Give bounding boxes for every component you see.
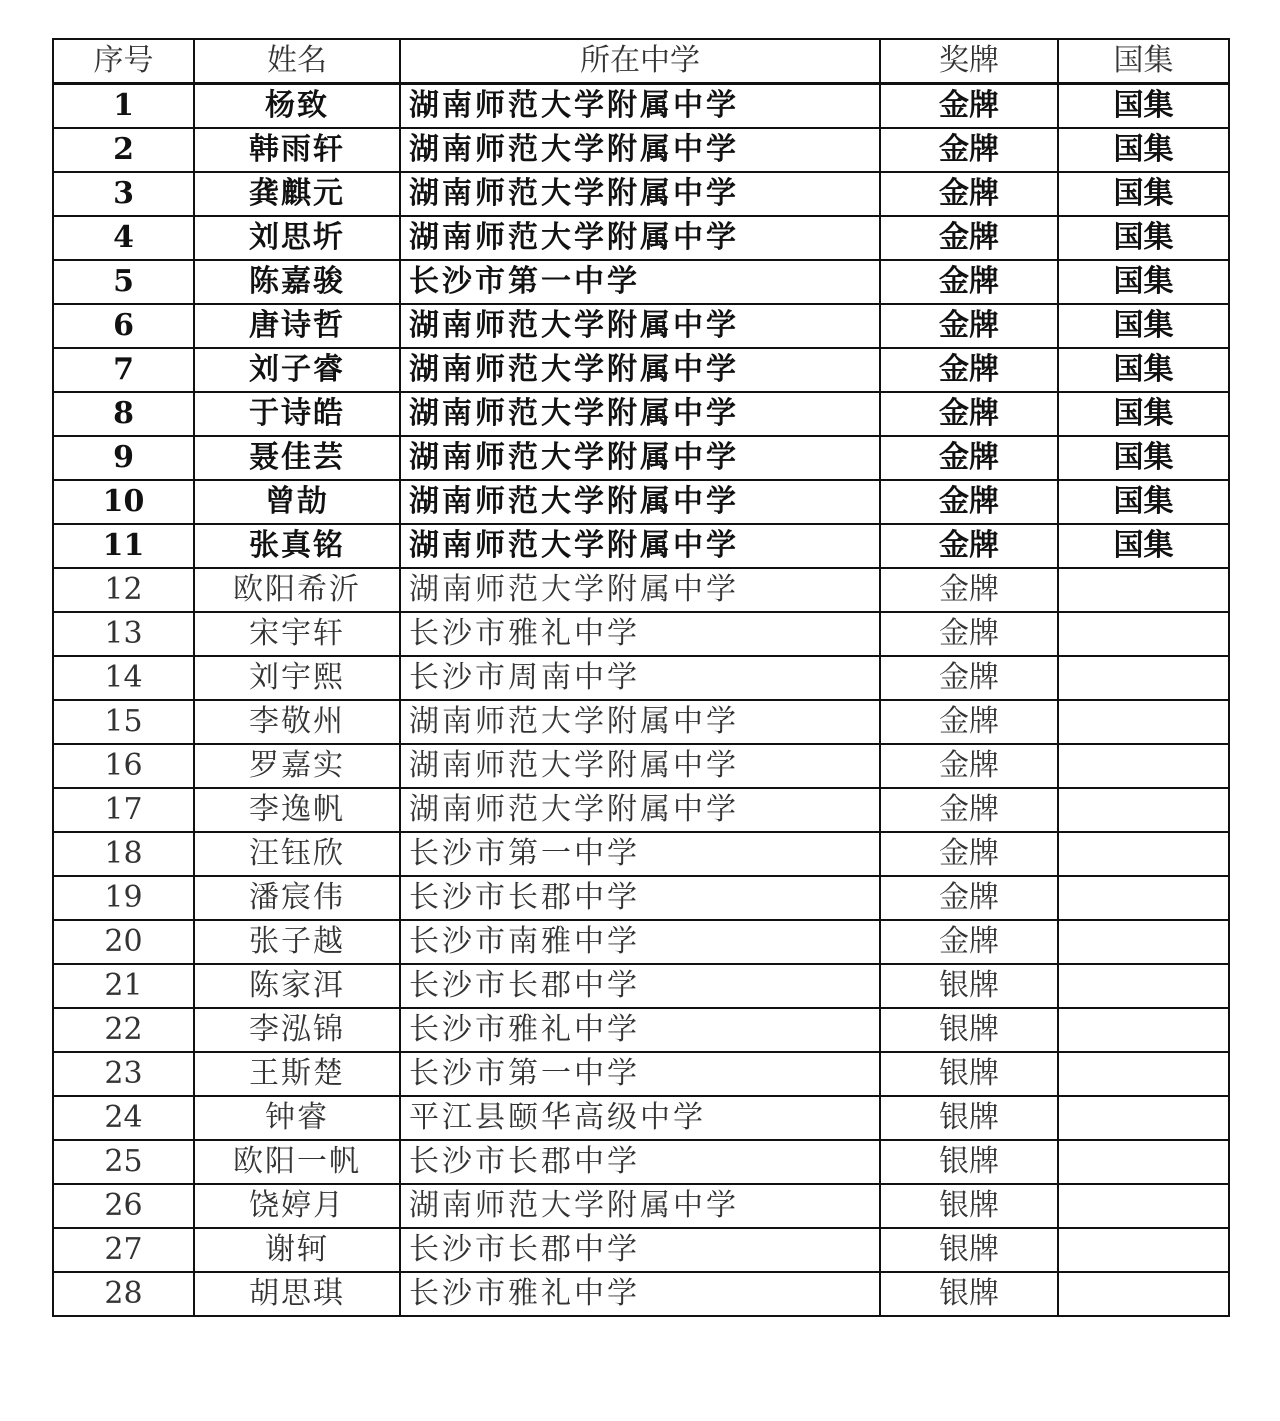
cell-medal: 金牌	[880, 172, 1058, 216]
cell-school: 湖南师范大学附属中学	[400, 744, 880, 788]
results-sheet	[52, 38, 1228, 1317]
cell-no: 9	[53, 436, 194, 480]
cell-name: 韩雨轩	[194, 128, 400, 172]
header-team: 国集	[1058, 39, 1229, 84]
table-row	[53, 744, 1229, 788]
cell-school: 长沙市周南中学	[400, 656, 880, 700]
cell-no: 24	[53, 1096, 194, 1140]
cell-no: 1	[53, 84, 194, 129]
table-row	[53, 128, 1229, 172]
cell-team: 国集	[1058, 436, 1229, 480]
cell-school: 长沙市第一中学	[400, 832, 880, 876]
cell-no: 22	[53, 1008, 194, 1052]
cell-name: 饶婷月	[194, 1184, 400, 1228]
cell-name: 于诗皓	[194, 392, 400, 436]
cell-name: 谢轲	[194, 1228, 400, 1272]
cell-name: 杨致	[194, 84, 400, 129]
cell-school: 湖南师范大学附属中学	[400, 304, 880, 348]
cell-name: 张子越	[194, 920, 400, 964]
cell-no: 28	[53, 1272, 194, 1316]
cell-no: 25	[53, 1140, 194, 1184]
cell-no: 20	[53, 920, 194, 964]
cell-school: 湖南师范大学附属中学	[400, 788, 880, 832]
header-medal: 奖牌	[880, 39, 1058, 84]
cell-team	[1058, 832, 1229, 876]
header-school: 所在中学	[400, 39, 880, 84]
cell-medal: 银牌	[880, 1228, 1058, 1272]
cell-school: 长沙市雅礼中学	[400, 1008, 880, 1052]
table-row	[53, 1272, 1229, 1316]
cell-medal: 银牌	[880, 1140, 1058, 1184]
cell-name: 钟睿	[194, 1096, 400, 1140]
table-row	[53, 392, 1229, 436]
header-no: 序号	[53, 39, 194, 84]
cell-team	[1058, 788, 1229, 832]
cell-medal: 银牌	[880, 1096, 1058, 1140]
cell-medal: 金牌	[880, 480, 1058, 524]
cell-medal: 金牌	[880, 392, 1058, 436]
cell-school: 长沙市南雅中学	[400, 920, 880, 964]
cell-no: 16	[53, 744, 194, 788]
table-row	[53, 260, 1229, 304]
table-row	[53, 832, 1229, 876]
cell-name: 聂佳芸	[194, 436, 400, 480]
cell-name: 汪钰欣	[194, 832, 400, 876]
cell-medal: 金牌	[880, 700, 1058, 744]
cell-medal: 金牌	[880, 436, 1058, 480]
cell-no: 3	[53, 172, 194, 216]
cell-school: 长沙市长郡中学	[400, 964, 880, 1008]
cell-team: 国集	[1058, 524, 1229, 568]
cell-school: 平江县颐华高级中学	[400, 1096, 880, 1140]
table-row	[53, 1140, 1229, 1184]
cell-team: 国集	[1058, 304, 1229, 348]
cell-school: 湖南师范大学附属中学	[400, 1184, 880, 1228]
cell-name: 刘宇熙	[194, 656, 400, 700]
cell-name: 刘子睿	[194, 348, 400, 392]
cell-team	[1058, 1140, 1229, 1184]
cell-school: 湖南师范大学附属中学	[400, 524, 880, 568]
cell-team	[1058, 1096, 1229, 1140]
cell-no: 26	[53, 1184, 194, 1228]
cell-name: 陈嘉骏	[194, 260, 400, 304]
cell-medal: 金牌	[880, 920, 1058, 964]
cell-medal: 金牌	[880, 524, 1058, 568]
results-table	[52, 38, 1230, 1317]
cell-no: 15	[53, 700, 194, 744]
cell-medal: 银牌	[880, 1272, 1058, 1316]
cell-medal: 银牌	[880, 1008, 1058, 1052]
cell-school: 湖南师范大学附属中学	[400, 700, 880, 744]
cell-team	[1058, 920, 1229, 964]
cell-school: 长沙市长郡中学	[400, 876, 880, 920]
cell-team	[1058, 964, 1229, 1008]
cell-no: 10	[53, 480, 194, 524]
cell-no: 11	[53, 524, 194, 568]
cell-team: 国集	[1058, 172, 1229, 216]
cell-no: 13	[53, 612, 194, 656]
cell-school: 湖南师范大学附属中学	[400, 348, 880, 392]
cell-school: 长沙市第一中学	[400, 1052, 880, 1096]
cell-school: 湖南师范大学附属中学	[400, 392, 880, 436]
cell-team	[1058, 1228, 1229, 1272]
cell-name: 李敬州	[194, 700, 400, 744]
cell-no: 2	[53, 128, 194, 172]
cell-name: 王斯楚	[194, 1052, 400, 1096]
cell-medal: 银牌	[880, 1184, 1058, 1228]
table-row	[53, 1008, 1229, 1052]
cell-no: 23	[53, 1052, 194, 1096]
cell-no: 5	[53, 260, 194, 304]
cell-school: 湖南师范大学附属中学	[400, 480, 880, 524]
table-row	[53, 1228, 1229, 1272]
cell-medal: 银牌	[880, 964, 1058, 1008]
table-row	[53, 216, 1229, 260]
cell-no: 8	[53, 392, 194, 436]
cell-name: 潘宸伟	[194, 876, 400, 920]
table-row	[53, 700, 1229, 744]
cell-name: 唐诗哲	[194, 304, 400, 348]
cell-school: 湖南师范大学附属中学	[400, 128, 880, 172]
cell-team: 国集	[1058, 260, 1229, 304]
cell-team: 国集	[1058, 348, 1229, 392]
cell-no: 14	[53, 656, 194, 700]
cell-name: 欧阳一帆	[194, 1140, 400, 1184]
cell-medal: 金牌	[880, 304, 1058, 348]
cell-medal: 金牌	[880, 744, 1058, 788]
table-row	[53, 84, 1229, 129]
cell-name: 李逸帆	[194, 788, 400, 832]
cell-medal: 金牌	[880, 656, 1058, 700]
cell-team	[1058, 1272, 1229, 1316]
cell-no: 18	[53, 832, 194, 876]
table-row	[53, 1052, 1229, 1096]
cell-medal: 金牌	[880, 348, 1058, 392]
cell-medal: 金牌	[880, 260, 1058, 304]
cell-name: 刘思圻	[194, 216, 400, 260]
cell-no: 7	[53, 348, 194, 392]
table-row	[53, 1096, 1229, 1140]
table-row	[53, 568, 1229, 612]
cell-team: 国集	[1058, 128, 1229, 172]
cell-team: 国集	[1058, 216, 1229, 260]
table-row	[53, 612, 1229, 656]
cell-medal: 金牌	[880, 84, 1058, 129]
cell-medal: 金牌	[880, 612, 1058, 656]
cell-team	[1058, 876, 1229, 920]
cell-no: 6	[53, 304, 194, 348]
cell-name: 张真铭	[194, 524, 400, 568]
cell-no: 12	[53, 568, 194, 612]
cell-team	[1058, 700, 1229, 744]
cell-medal: 银牌	[880, 1052, 1058, 1096]
cell-no: 27	[53, 1228, 194, 1272]
cell-team	[1058, 568, 1229, 612]
table-row	[53, 348, 1229, 392]
cell-school: 长沙市长郡中学	[400, 1228, 880, 1272]
cell-name: 欧阳希沂	[194, 568, 400, 612]
cell-team	[1058, 1052, 1229, 1096]
table-row	[53, 480, 1229, 524]
cell-medal: 金牌	[880, 568, 1058, 612]
cell-team: 国集	[1058, 392, 1229, 436]
cell-name: 宋宇轩	[194, 612, 400, 656]
cell-school: 湖南师范大学附属中学	[400, 568, 880, 612]
cell-medal: 金牌	[880, 876, 1058, 920]
cell-team	[1058, 744, 1229, 788]
cell-school: 湖南师范大学附属中学	[400, 216, 880, 260]
cell-medal: 金牌	[880, 788, 1058, 832]
cell-team	[1058, 656, 1229, 700]
table-row	[53, 788, 1229, 832]
cell-no: 21	[53, 964, 194, 1008]
cell-name: 罗嘉实	[194, 744, 400, 788]
cell-school: 长沙市雅礼中学	[400, 612, 880, 656]
cell-school: 湖南师范大学附属中学	[400, 172, 880, 216]
table-row	[53, 1184, 1229, 1228]
table-row	[53, 876, 1229, 920]
table-row	[53, 524, 1229, 568]
cell-medal: 金牌	[880, 216, 1058, 260]
cell-team: 国集	[1058, 480, 1229, 524]
cell-medal: 金牌	[880, 832, 1058, 876]
cell-school: 长沙市长郡中学	[400, 1140, 880, 1184]
table-row	[53, 964, 1229, 1008]
table-row	[53, 920, 1229, 964]
cell-no: 4	[53, 216, 194, 260]
cell-no: 19	[53, 876, 194, 920]
header-row	[53, 39, 1229, 84]
cell-name: 龚麒元	[194, 172, 400, 216]
cell-name: 曾劼	[194, 480, 400, 524]
cell-medal: 金牌	[880, 128, 1058, 172]
cell-team	[1058, 1008, 1229, 1052]
table-row	[53, 172, 1229, 216]
table-row	[53, 304, 1229, 348]
cell-team	[1058, 612, 1229, 656]
cell-school: 长沙市雅礼中学	[400, 1272, 880, 1316]
cell-name: 李泓锦	[194, 1008, 400, 1052]
cell-name: 陈家洱	[194, 964, 400, 1008]
cell-name: 胡思琪	[194, 1272, 400, 1316]
cell-school: 湖南师范大学附属中学	[400, 436, 880, 480]
cell-team: 国集	[1058, 84, 1229, 129]
header-name: 姓名	[194, 39, 400, 84]
cell-no: 17	[53, 788, 194, 832]
table-row	[53, 656, 1229, 700]
cell-team	[1058, 1184, 1229, 1228]
cell-school: 长沙市第一中学	[400, 260, 880, 304]
table-row	[53, 436, 1229, 480]
cell-school: 湖南师范大学附属中学	[400, 84, 880, 129]
results-body	[53, 84, 1229, 1317]
